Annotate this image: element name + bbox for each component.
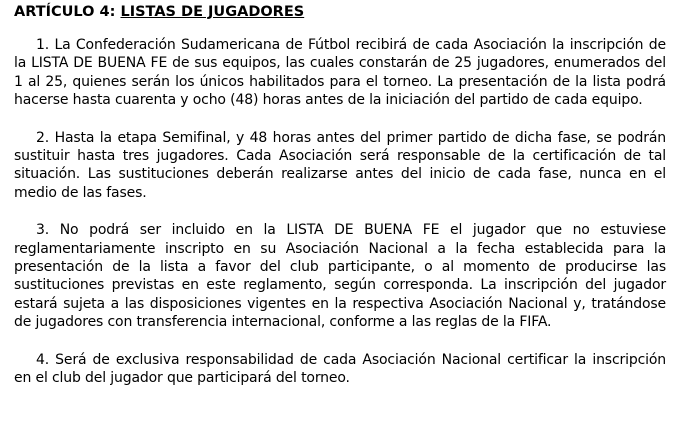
paragraph-1 <box>14 36 666 110</box>
paragraph-text: 1. La Confederación Sudamericana de Fútbol recibirá de cada Asociación la inscripción de la LISTA DE BUENA FE de sus equipos, las cuales constarán de 25 jugadores, enumerados del 1 al 25, quienes serán los únicos habilitados para el torneo. La presentación de la lista podrá hacerse hasta cuarenta y ocho (48) horas antes de la iniciación del partido de cada equipo. <box>14 37 666 109</box>
article-title: LISTAS DE JUGADORES <box>120 4 305 20</box>
paragraph-text: 4. Será de exclusiva responsabilidad de cada Asociación Nacional certificar la inscripción en el club del jugador que participará del torneo. <box>14 351 666 387</box>
article-heading <box>14 2 666 22</box>
paragraph-text: 2. Hasta la etapa Semifinal, y 48 horas antes del primer partido de dicha fase, se podrán sustituir hasta tres jugadores. Cada Asociación será responsable de la certificación de tal situación. Las sustituciones deberán realizarse antes del inicio de cada fase, nunca en el medio de las fases. <box>14 129 666 201</box>
paragraph-3 <box>14 221 666 331</box>
document-page <box>14 2 666 407</box>
article-number: ARTÍCULO 4: <box>14 4 121 20</box>
paragraph-4 <box>14 351 666 388</box>
paragraph-2 <box>14 129 666 203</box>
paragraph-text: 3. No podrá ser incluido en la LISTA DE BUENA FE el jugador que no estuviese reglamentariamente inscripto en su Asociación Nacional a la fecha establecida para la presentación de la lista a favor del club participante, o al momento de producirse las sustituciones previstas en este reglamento, según corresponda. La inscripción del jugador estará sujeta a las disposiciones vigentes en la respectiva Asociación Nacional y, tratándose de jugadores con transferencia internacional, conforme a las reglas de la FIFA. <box>14 222 666 331</box>
